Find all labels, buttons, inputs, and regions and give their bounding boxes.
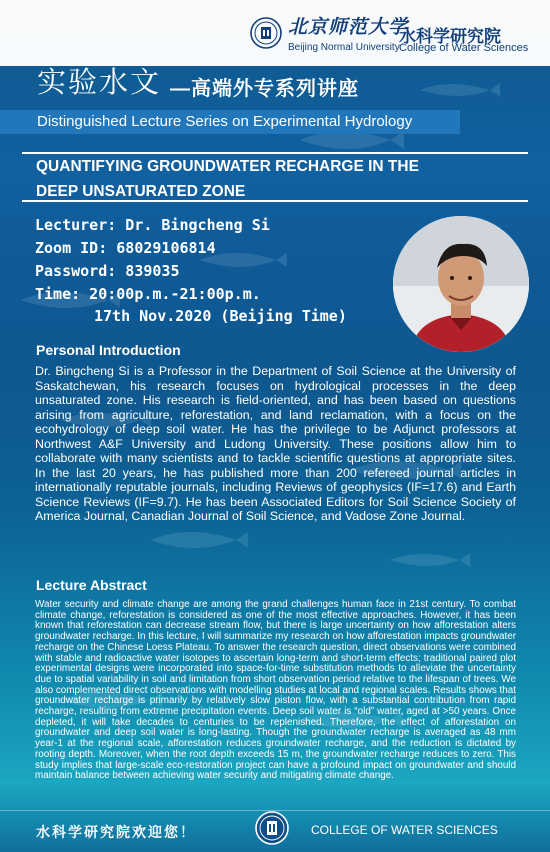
lecture-date: 17th Nov.2020 (Beijing Time) [94,307,347,325]
college-name-cn: 水科学研究院 [399,27,501,46]
lecture-time: Time: 20:00p.m.-21:00p.m. [35,285,261,303]
lecture-topic-box [22,152,528,202]
zoom-password: Password: 839035 [35,262,180,280]
footer-welcome-cn: 水科学研究院欢迎您！ [36,824,196,840]
series-title-en: Distinguished Lecture Series on Experimental Hydrology [37,113,413,130]
university-name-en: Beijing Normal University [288,42,400,53]
zoom-id: Zoom ID: 68029106814 [35,239,216,257]
header-bar [0,0,550,66]
college-name-en: College of Water Sciences [399,42,529,54]
series-title-cn: 实验水文 [37,65,162,99]
footer-college-en: COLLEGE OF WATER SCIENCES [311,823,498,837]
abstract-heading: Lecture Abstract [36,577,147,593]
intro-heading: Personal Introduction [36,342,181,358]
lecturer-info: Lecturer: Dr. Bingcheng Si [35,216,270,234]
topic-line-1: QUANTIFYING GROUNDWATER RECHARGE IN THE [36,158,419,175]
intro-text: Dr. Bingcheng Si is a Professor in the Department of Soil Science at the University of Saskatchewan, his research focuses on hydrological processes in the deep unsaturated zone. His research is field-oriented, and has been based on questions arising from agriculture, reforestation, and land reclamation, with a focus on the ecohydrology of deep soil water. He has the privilege to be Adjunct professors at Northwest A&F University and Ludong University. These positions allow him to collaborate with many scientists and to tackle scientific questions at appropriate sites. In the last 20 years, he has published more than 200 refereed journal articles in internationally reputable journals, including Reviews of geophysics (IF=17.6) and Earth Science Reviews (IF=9.7). He has been Associated Editors for Soil Science Society of America Journal, Canadian Journal of Soil Science, and Vadose Zone Journal. [35,364,516,523]
portrait-illustration [393,216,529,352]
university-name-cn: 北京师范大学 [288,16,409,38]
footer-seal-icon [254,810,290,846]
university-seal-icon [250,17,282,49]
lecture-topic [36,154,516,204]
abstract-text: Water security and climate change are among the grand challenges human face in 21st century. To combat climate change, reforestation is considered as one of the most effective approaches. However, it has been known that reforestation can decrease stream flow, but there is large uncertainty on how afforestation alters groundwater recharge. In this lecture, I will summarize my research on how afforestation impacts groundwater recharge on the Chinese Loess Plateau. To answer the research question, direct observations were combined with stable and radioactive water isotopes to ascertain long-term and short-term effects; traditional paired plot experimental designs were incorporated into space-for-time substitution methods to alleviate the uncertainty due to spatial variability in soil and limitation from short observation period relative to the lifespan of trees. We also complemented direct observations with modelling studies at local and regional scales. Results shows that groundwater recharge is primarily by relatively slow piston flow, with a substantial contribution from rapid recharge, resulting from extreme precipitation events. Deep soil water is “old” water, aged at >50 years. Once depleted, it will take decades to centuries to be replenished. Therefore, the effect of afforestation on groundwater and deep soil water is long-lasting. Though the groundwater recharge is averaged as 48 mm year-1 at the regional scale, afforestation reduces groundwater recharge, and the reduction is dictated by rooting depth. Moreover, when the root depth exceeds 15 m, the groundwater recharge reduces to zero. This study implies that large-scale eco-restoration project can have a profound impact on groundwater and should maintain balance between achieving water security and mitigating climate change. [35,599,516,782]
series-subtitle-cn: —高端外专系列讲座 [170,78,359,100]
portrait-photo [393,216,529,352]
topic-line-2: DEEP UNSATURATED ZONE [36,183,246,200]
